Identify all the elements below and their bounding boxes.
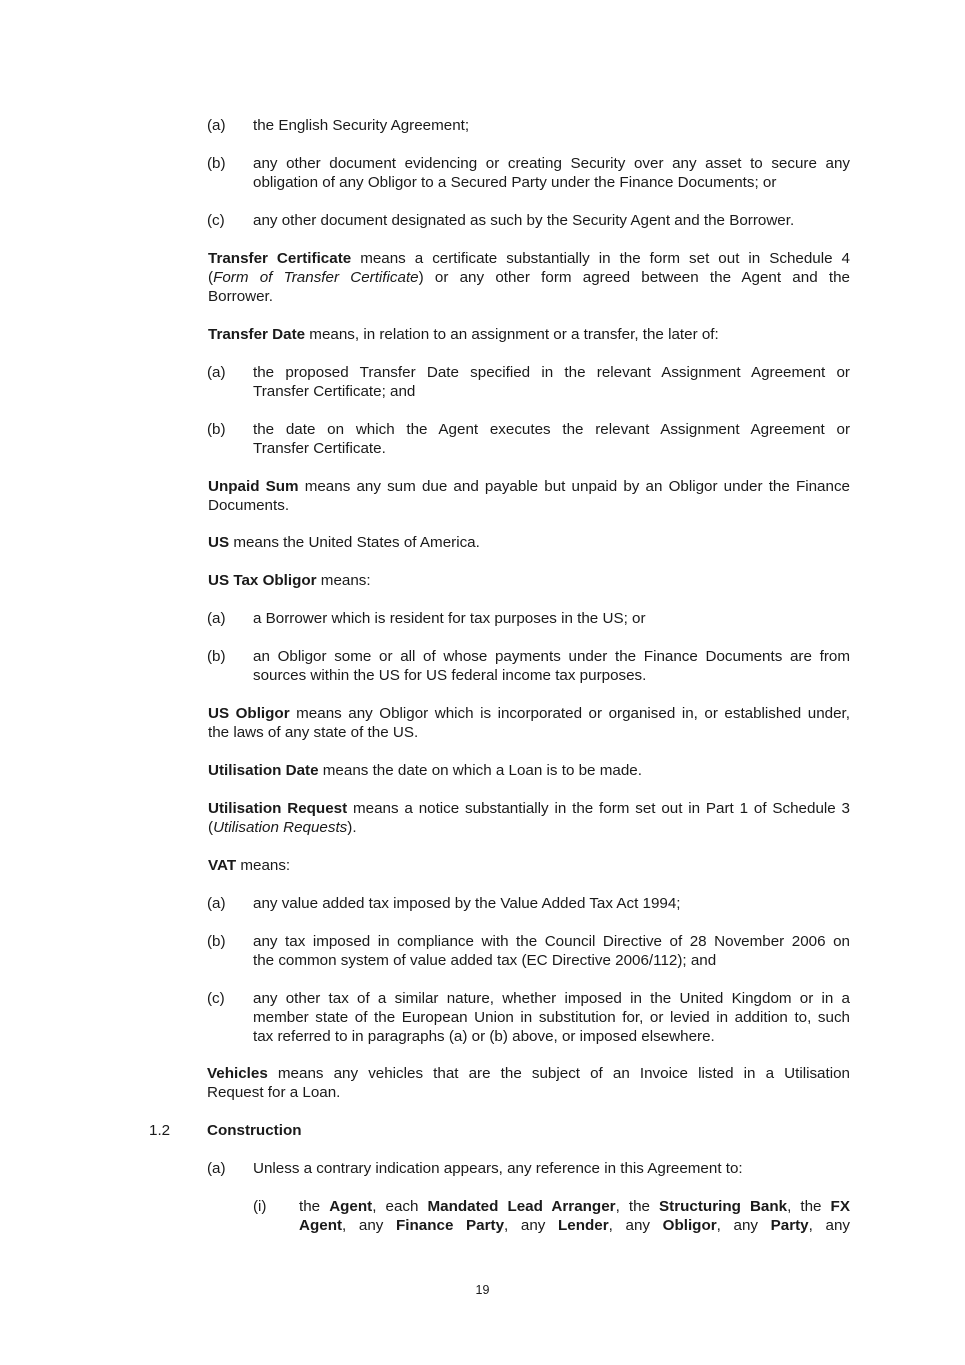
definition-line: Transfer Date means, in relation to an assignment or a transfer, the later of: [208,326,719,343]
defined-term: Utilisation Request [208,800,348,817]
section-heading: Construction [207,1122,302,1139]
list-label: (c) [207,212,225,229]
text-run: , any [504,1217,559,1234]
list-item: the proposed Transfer Date specified in the relevant Assignment Agreement or [253,364,850,381]
definition-line: the laws of any state of the US. [208,724,419,741]
list-item: the English Security Agreement; [253,117,470,134]
list-item: any other document designated as such by the Security Agent and the Borrower. [253,212,795,229]
list-item: sources within the US for US federal income tax purposes. [253,667,647,684]
list-item: any tax imposed in compliance with the Council Directive of 28 November 2006 on [253,933,850,950]
text-run: , the [615,1198,660,1215]
definition-line: (Form of Transfer Certificate) or any other form agreed between the Agent and the [208,269,850,286]
list-item: any other tax of a similar nature, whether imposed in the United Kingdom or in a [253,990,850,1007]
defined-term: Lender [558,1217,609,1234]
list-item: the date on which the Agent executes the relevant Assignment Agreement or [253,421,850,438]
definition-line: US Tax Obligor means: [208,572,371,589]
defined-term: US Tax Obligor [208,572,317,589]
list-label: (a) [207,895,226,912]
text-run: , any [342,1217,397,1234]
definition-line: VAT means: [208,857,291,874]
definition-line: Documents. [208,497,290,514]
defined-term: US Obligor [208,705,290,722]
list-item: Transfer Certificate. [253,440,386,457]
list-label: (a) [207,117,226,134]
defined-term: Mandated Lead Arranger [427,1198,616,1215]
defined-term: US [208,534,230,551]
list-item: an Obligor some or all of whose payments under the Finance Documents are from [253,648,850,665]
text-run: , each [372,1198,428,1215]
list-label: (b) [207,933,226,950]
definition-line: Request for a Loan. [207,1084,341,1101]
text-run: the [299,1198,330,1215]
list-label: (b) [207,648,226,665]
list-label: (a) [207,610,226,627]
defined-term: Agent [299,1217,343,1234]
text-run: , the [787,1198,831,1215]
page-number: 19 [475,1283,490,1297]
text-run: , any [716,1217,771,1234]
list-label: (b) [207,155,226,172]
list-item: member state of the European Union in substitution for, or levied in addition to, such [253,1009,850,1026]
list-item: Transfer Certificate; and [253,383,416,400]
section-number: 1.2 [149,1122,171,1139]
list-label: (a) [207,364,226,381]
defined-term: Vehicles [207,1065,268,1082]
list-item: tax referred to in paragraphs (a) or (b) above, or imposed elsewhere. [253,1028,715,1045]
list-item: obligation of any Obligor to a Secured Party under the Finance Documents; or [253,174,777,191]
defined-term: Party [770,1217,809,1234]
definition-line: US Obligor means any Obligor which is incorporated or organised in, or established under, [208,705,850,722]
list-label: (b) [207,421,226,438]
defined-term: Agent [329,1198,373,1215]
list-item: a Borrower which is resident for tax purposes in the US; or [253,610,646,627]
list-label: (i) [253,1198,267,1215]
sub-item-line [299,1197,850,1216]
list-item: any value added tax imposed by the Value Added Tax Act 1994; [253,895,681,912]
defined-term: Structuring Bank [659,1198,788,1215]
defined-term: Transfer Date [208,326,306,343]
definition-line: Unpaid Sum means any sum due and payable but unpaid by an Obligor under the Finance [208,478,850,495]
list-item: Unless a contrary indication appears, any reference in this Agreement to: [253,1160,743,1177]
definition-line: US means the United States of America. [208,534,480,551]
definition-line: Transfer Certificate means a certificate substantially in the form set out in Schedule 4 [208,250,850,267]
list-label: (a) [207,1160,226,1177]
definition-line: Utilisation Date means the date on which a Loan is to be made. [208,762,642,779]
defined-term: VAT [208,857,237,874]
list-label: (c) [207,990,225,1007]
definition-line: Borrower. [208,288,273,305]
definition-line: (Utilisation Requests). [208,819,357,836]
definition-line: Utilisation Request means a notice substantially in the form set out in Part 1 of Schedule 3 [208,800,850,817]
text-run: , any [608,1217,663,1234]
text-run: , any [808,1217,850,1234]
defined-term: Transfer Certificate [208,250,352,267]
defined-term: Obligor [662,1217,717,1234]
sub-item-line [299,1216,850,1235]
defined-term: FX [830,1198,850,1215]
defined-term: Utilisation Date [208,762,319,779]
defined-term: Unpaid Sum [208,478,299,495]
list-item: any other document evidencing or creating Security over any asset to secure any [253,155,850,172]
defined-term: Finance Party [396,1217,505,1234]
list-item: the common system of value added tax (EC Directive 2006/112); and [253,952,717,969]
definition-line: Vehicles means any vehicles that are the subject of an Invoice listed in a Utilisation [207,1065,850,1082]
